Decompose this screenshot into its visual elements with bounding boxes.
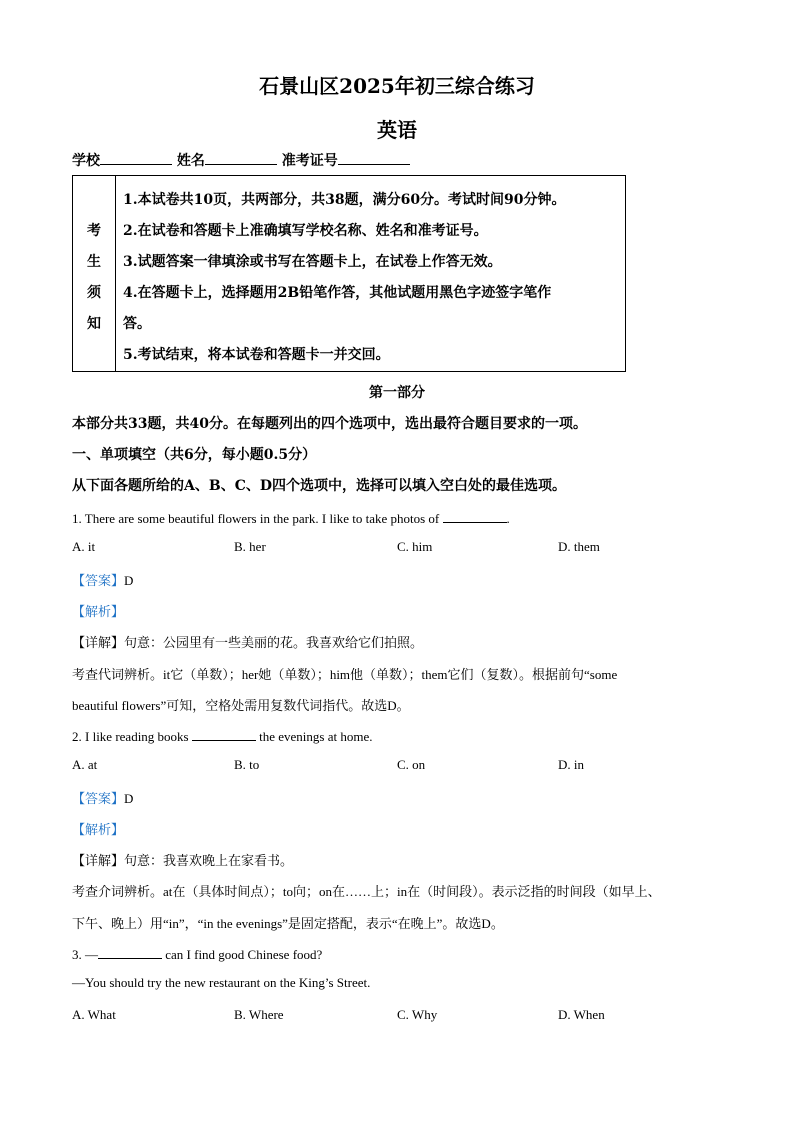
notice-line: 2.在试卷和答题卡上准确填写学校名称、姓名和准考证号。: [123, 223, 488, 239]
option-a: A. it: [72, 539, 96, 554]
analysis-tag: 【解析】: [72, 822, 125, 837]
notice-label-char: 考: [87, 223, 101, 239]
name-blank: [205, 150, 277, 165]
subject-title: 英语: [377, 118, 417, 142]
option-d: D. in: [558, 757, 584, 772]
explanation-line: 考查介词辨析。at在（具体时间点）；to向；on在……上；in在（时间段）。表示泛指的时间段（如早上、: [72, 884, 661, 899]
stem-text: 2. I like reading books: [72, 729, 192, 744]
section-instruction: 从下面各题所给的A、B、C、D四个选项中，选择可以填入空白处的最佳选项。: [72, 478, 566, 494]
stem-text: 3. —: [72, 947, 98, 962]
notice-label-char: 须: [87, 285, 101, 301]
question-reply: —You should try the new restaurant on the King’s Street.: [72, 975, 371, 990]
option-c: C. Why: [397, 1007, 438, 1022]
notice-line: 5.考试结束，将本试卷和答题卡一并交回。: [123, 347, 390, 363]
explanation-line: 下午、晚上）用“in”，“in the evenings”是固定搭配，表示“在晚上”。故选D。: [72, 916, 504, 931]
analysis-tag: 【解析】: [72, 604, 125, 619]
part-heading: 第一部分: [369, 385, 425, 401]
stem-text: can I find good Chinese food?: [162, 947, 323, 962]
school-blank: [100, 150, 172, 165]
part-intro: 本部分共33题，共40分。在每题列出的四个选项中，选出最符合题目要求的一项。: [72, 416, 587, 432]
notice-label-char: 生: [87, 254, 101, 270]
option-b: B. Where: [234, 1007, 284, 1022]
id-blank: [338, 150, 410, 165]
option-b: B. her: [234, 539, 266, 554]
detail-text: 句意：公园里有一些美丽的花。我喜欢给它们拍照。: [124, 635, 424, 650]
detail-tag: 【详解】: [72, 635, 125, 650]
notice-box: [72, 175, 626, 372]
option-d: D. When: [558, 1007, 605, 1022]
notice-line: 3.试题答案一律填涂或书写在答题卡上，在试卷上作答无效。: [123, 254, 502, 270]
explanation-line: 考查代词辨析。it它（单数）；her她（单数）；him他（单数）；them它们（复数）。根据前句“some: [72, 667, 618, 682]
answer-tag: 【答案】: [72, 791, 125, 806]
option-c: C. on: [397, 757, 426, 772]
option-a: A. at: [72, 757, 98, 772]
detail-tag: 【详解】: [72, 853, 125, 868]
notice-label-char: 知: [87, 316, 101, 332]
answer-line: [72, 788, 133, 807]
notice-divider: [115, 176, 116, 371]
stem-text: 1. There are some beautiful flowers in the park. I like to take photos of: [72, 511, 443, 526]
option-a: A. What: [72, 1007, 116, 1022]
section-title: 一、单项填空（共6分，每小题0.5分）: [72, 447, 317, 463]
question-stem: [72, 726, 372, 745]
school-label: 学校: [72, 153, 100, 169]
stem-text: the evenings at home.: [255, 729, 373, 744]
answer-line: [72, 570, 133, 589]
exam-title: 石景山区2025年初三综合练习: [259, 74, 535, 98]
option-d: D. them: [558, 539, 600, 554]
name-label: 姓名: [176, 153, 205, 169]
answer-blank: [192, 726, 256, 741]
answer-blank: [98, 944, 162, 959]
answer-value: D: [124, 573, 134, 588]
id-label: 准考证号: [281, 153, 338, 169]
explanation-line: beautiful flowers”可知，空格处需用复数代词指代。故选D。: [72, 698, 410, 713]
answer-blank: [443, 508, 507, 523]
question-stem: [72, 508, 510, 527]
option-b: B. to: [234, 757, 260, 772]
info-fields: [72, 150, 410, 170]
notice-line: 4.在答题卡上，选择题用2B铅笔作答，其他试题用黑色字迹签字笔作: [123, 285, 552, 301]
answer-value: D: [124, 791, 134, 806]
notice-line: 答。: [123, 316, 151, 332]
option-c: C. him: [397, 539, 433, 554]
detail-line: [72, 632, 423, 651]
question-stem: [72, 944, 322, 963]
notice-line: 1.本试卷共10页，共两部分，共38题，满分60分。考试时间90分钟。: [123, 192, 566, 208]
answer-tag: 【答案】: [72, 573, 125, 588]
stem-text: .: [506, 511, 510, 526]
detail-line: [72, 850, 293, 869]
detail-text: 句意：我喜欢晚上在家看书。: [124, 853, 294, 868]
